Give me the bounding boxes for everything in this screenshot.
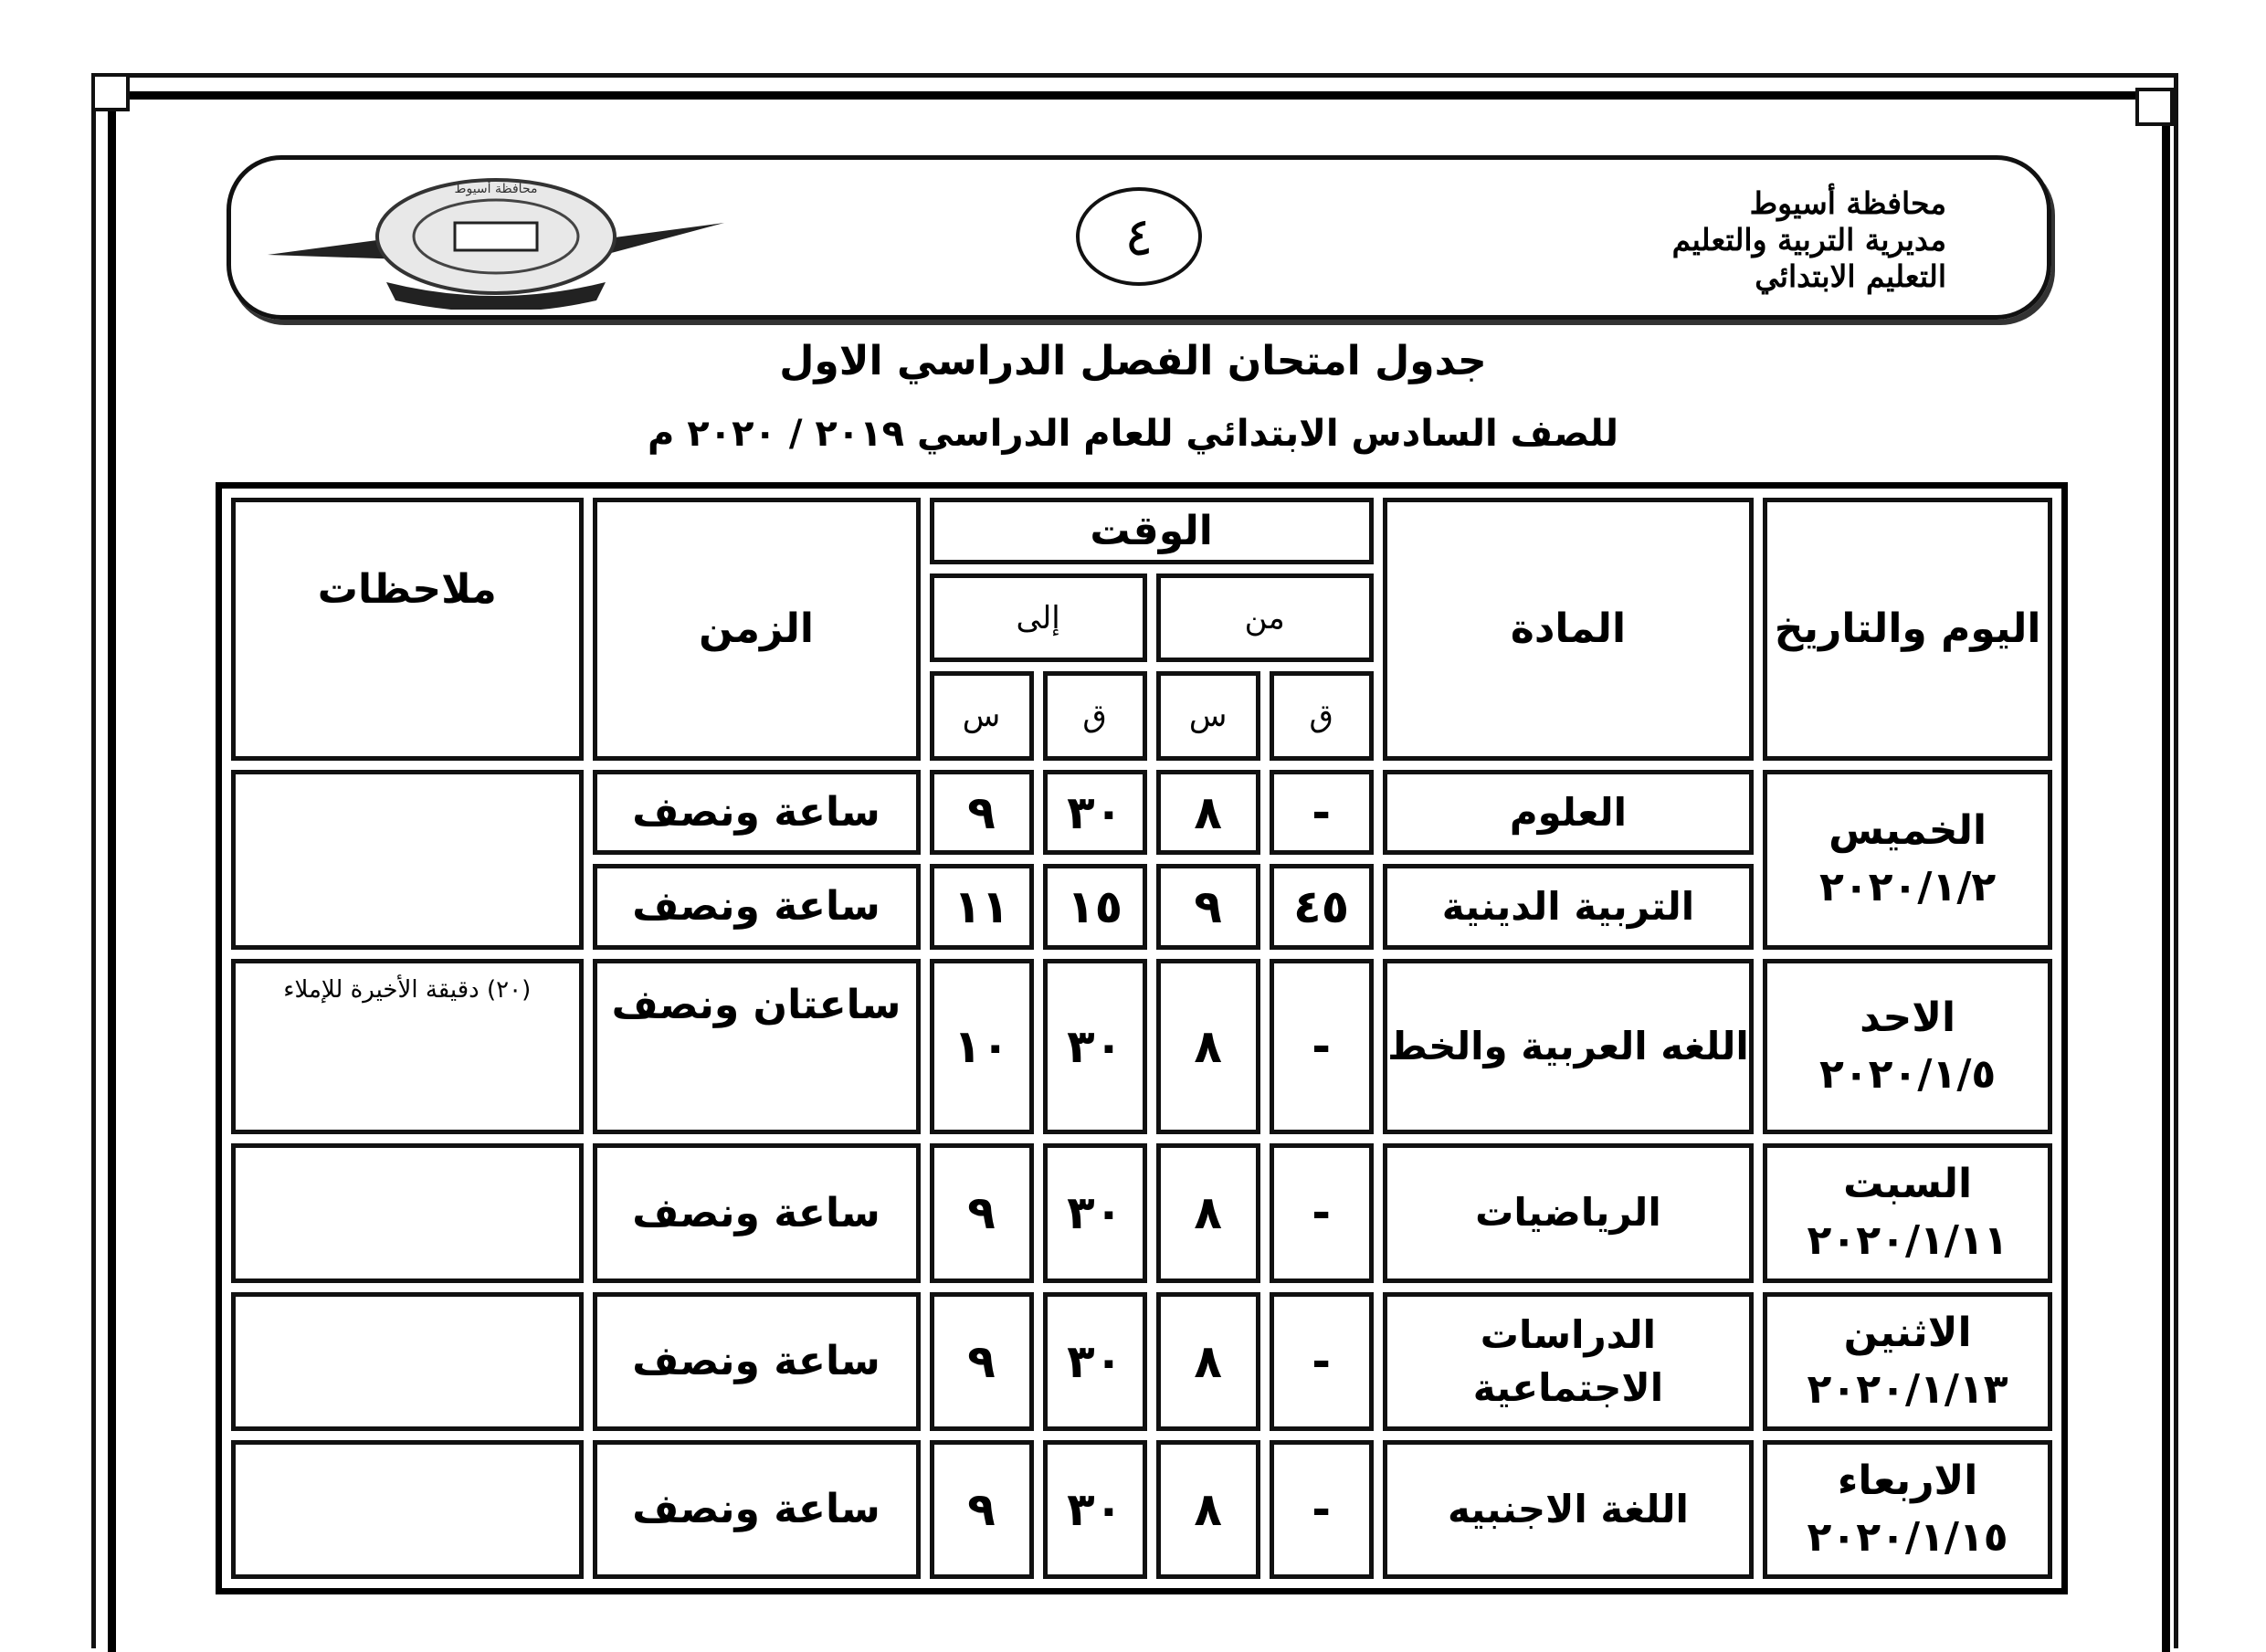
- exam-schedule-table: [216, 482, 2068, 1594]
- subject-cell: الرياضيات: [1383, 1143, 1755, 1282]
- notes-cell: [231, 770, 584, 950]
- duration-cell: ساعة ونصف: [593, 864, 921, 949]
- notes-cell: [231, 1440, 584, 1579]
- day-date-cell: [1763, 1292, 2052, 1431]
- from-minute-cell: -: [1270, 959, 1374, 1135]
- from-minute-cell: -: [1270, 1292, 1374, 1431]
- notes-cell: [231, 1143, 584, 1282]
- duration-cell: ساعة ونصف: [593, 770, 921, 855]
- from-minute-cell: -: [1270, 770, 1374, 855]
- header-day-date: اليوم والتاريخ: [1763, 498, 2052, 761]
- table-row: [231, 959, 2052, 1135]
- header-from-minute: ق: [1270, 671, 1374, 760]
- page-number: ٤: [1076, 187, 1202, 286]
- to-minute-cell: ١٥: [1043, 864, 1147, 949]
- page-subtitle: للصف السادس الابتدائي للعام الدراسي ٢٠١٩ / ٢٠٢٠ م: [647, 413, 1619, 455]
- day-date-cell: [1763, 1440, 2052, 1579]
- exam-date: ٢٠٢٠/١/٢: [1818, 864, 1997, 911]
- to-minute-cell: ٣٠: [1043, 1440, 1147, 1579]
- table-row: [231, 1292, 2052, 1431]
- notes-cell: [231, 1292, 584, 1431]
- exam-date: ٢٠٢٠/١/١٥: [1807, 1513, 2008, 1561]
- to-minute-cell: ٣٠: [1043, 770, 1147, 855]
- duration-cell: ساعتان ونصف: [593, 959, 921, 1135]
- header-subject: المادة: [1383, 498, 1755, 761]
- to-hour-cell: ٩: [930, 770, 1034, 855]
- seal-text: محافظة أسيوط: [454, 182, 538, 196]
- seal-icon: [268, 173, 724, 310]
- to-minute-cell: ٣٠: [1043, 1292, 1147, 1431]
- exam-date: ٢٠٢٠/١/١١: [1807, 1217, 2008, 1265]
- from-minute-cell: -: [1270, 1143, 1374, 1282]
- day-name: الاحد: [1860, 994, 1956, 1041]
- corner-ornament: [91, 73, 130, 111]
- to-hour-cell: ١١: [930, 864, 1034, 949]
- to-hour-cell: ٩: [930, 1440, 1034, 1579]
- duration-cell: ساعة ونصف: [593, 1440, 921, 1579]
- day-date-cell: [1763, 1143, 2052, 1282]
- to-hour-cell: ٩: [930, 1292, 1034, 1431]
- from-hour-cell: ٨: [1156, 1292, 1260, 1431]
- corner-ornament: [2135, 88, 2174, 126]
- header-notes: ملاحظات: [231, 498, 584, 761]
- to-minute-cell: ٣٠: [1043, 959, 1147, 1135]
- from-hour-cell: ٩: [1156, 864, 1260, 949]
- from-hour-cell: ٨: [1156, 959, 1260, 1135]
- page-title: جدول امتحان الفصل الدراسي الاول: [779, 338, 1487, 384]
- header-to: إلى: [930, 573, 1147, 662]
- header-from: من: [1156, 573, 1374, 662]
- duration-cell: ساعة ونصف: [593, 1143, 921, 1282]
- header-to-hour: س: [930, 671, 1034, 760]
- to-minute-cell: ٣٠: [1043, 1143, 1147, 1282]
- subject-cell: [1383, 1292, 1755, 1431]
- day-name: الاربعاء: [1837, 1457, 1978, 1504]
- header-to-minute: ق: [1043, 671, 1147, 760]
- header-banner: [227, 155, 2051, 320]
- to-hour-cell: ٩: [930, 1143, 1034, 1282]
- org-line-directorate: مديرية التربية والتعليم: [1671, 222, 1946, 258]
- duration-cell: ساعة ونصف: [593, 1292, 921, 1431]
- from-hour-cell: ٨: [1156, 1143, 1260, 1282]
- header-time: الوقت: [930, 498, 1374, 564]
- exam-date: ٢٠٢٠/١/٥: [1818, 1050, 1997, 1098]
- header-from-hour: س: [1156, 671, 1260, 760]
- day-name: السبت: [1843, 1161, 1973, 1208]
- to-hour-cell: ١٠: [930, 959, 1034, 1135]
- table-row: [231, 1143, 2052, 1282]
- from-hour-cell: ٨: [1156, 1440, 1260, 1579]
- table-row: [231, 770, 2052, 855]
- organization-block: [1672, 185, 1946, 295]
- exam-date: ٢٠٢٠/١/١٣: [1807, 1365, 2008, 1413]
- from-hour-cell: ٨: [1156, 770, 1260, 855]
- subject-cell: التربية الدينية: [1383, 864, 1755, 949]
- subject-cell: اللغة الاجنبيه: [1383, 1440, 1755, 1579]
- table-row: [231, 1440, 2052, 1579]
- subject-cell: العلوم: [1383, 770, 1755, 855]
- header-duration: الزمن: [593, 498, 921, 761]
- day-name: الخميس: [1829, 807, 1987, 855]
- subject-cell: اللغه العربية والخط: [1383, 959, 1755, 1135]
- from-minute-cell: -: [1270, 1440, 1374, 1579]
- from-minute-cell: ٤٥: [1270, 864, 1374, 949]
- subject-line: الاجتماعية: [1472, 1364, 1664, 1410]
- day-date-cell: [1763, 770, 2052, 950]
- day-date-cell: [1763, 959, 2052, 1135]
- day-name: الاثنين: [1843, 1309, 1972, 1356]
- org-line-governorate: محافظة أسيوط: [1749, 185, 1946, 221]
- subject-line: الدراسات: [1480, 1311, 1657, 1357]
- org-line-department: التعليم الابتدائي: [1755, 258, 1946, 294]
- notes-cell: (٢٠) دقيقة الأخيرة للإملاء: [231, 959, 584, 1135]
